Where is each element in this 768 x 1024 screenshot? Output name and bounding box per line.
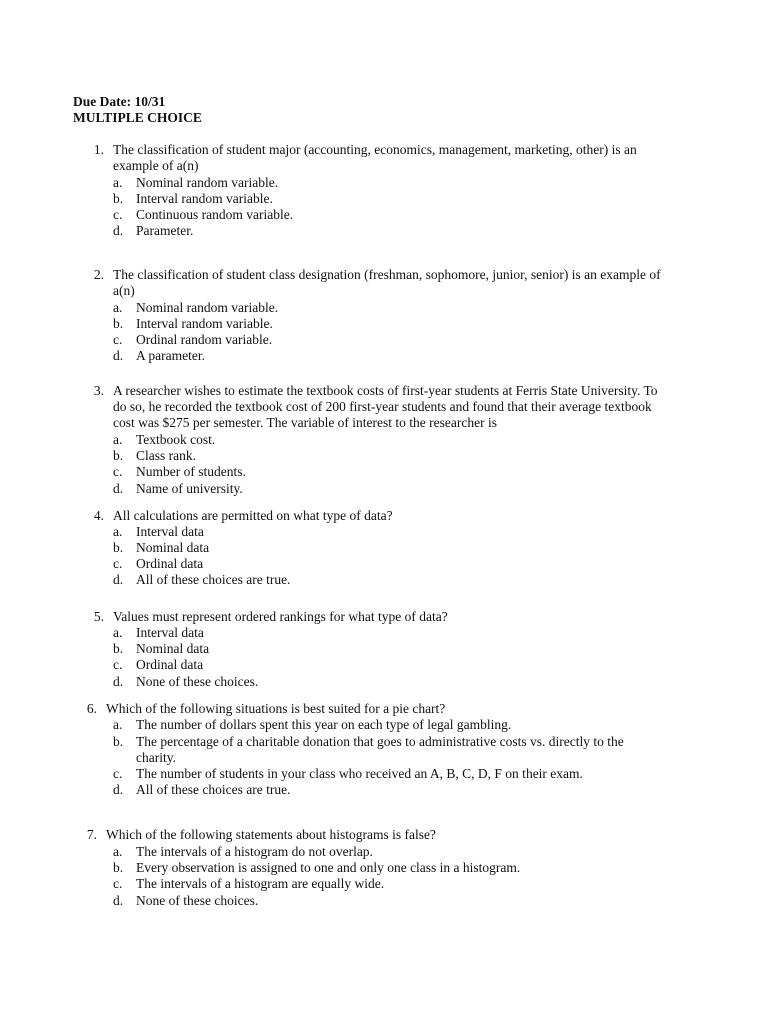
option-letter: b. bbox=[113, 540, 124, 555]
option-text: All of these choices are true. bbox=[136, 782, 291, 797]
option-text: None of these choices. bbox=[136, 893, 259, 908]
option-letter: b. bbox=[113, 860, 124, 875]
option-letter: c. bbox=[113, 657, 123, 672]
question-stem: Which of the following statements about histograms is false? bbox=[106, 827, 436, 842]
question-stem: All calculations are permitted on what type of data? bbox=[113, 508, 393, 523]
option-text: Class rank. bbox=[136, 448, 196, 463]
option-letter: d. bbox=[113, 223, 124, 238]
option-text: Number of students. bbox=[136, 464, 246, 479]
question-number: 6. bbox=[86, 701, 97, 716]
question-number: 2. bbox=[93, 267, 104, 282]
option-text: None of these choices. bbox=[136, 674, 259, 689]
option-text: The intervals of a histogram do not overlap. bbox=[136, 844, 373, 859]
question-number: 1. bbox=[93, 142, 104, 157]
option-letter: a. bbox=[113, 717, 123, 732]
option-text: Name of university. bbox=[136, 481, 243, 496]
option-text: All of these choices are true. bbox=[136, 572, 291, 587]
option-letter: d. bbox=[113, 893, 124, 908]
question-stem: The classification of student class designation (freshman, sophomore, junior, senior) is an example of a(n) bbox=[113, 267, 661, 299]
option-text: Nominal random variable. bbox=[136, 175, 279, 190]
option-text: Interval random variable. bbox=[136, 191, 273, 206]
option-letter: a. bbox=[113, 625, 123, 640]
option-text: A parameter. bbox=[136, 348, 205, 363]
option-text: Nominal data bbox=[136, 540, 210, 555]
option-text: The number of dollars spent this year on each type of legal gambling. bbox=[136, 717, 512, 732]
option-letter: d. bbox=[113, 348, 124, 363]
option-letter: c. bbox=[113, 766, 123, 781]
question-number: 5. bbox=[93, 609, 104, 624]
option-text: The intervals of a histogram are equally wide. bbox=[136, 876, 385, 891]
option-text: Ordinal data bbox=[136, 556, 204, 571]
option-text: Ordinal random variable. bbox=[136, 332, 273, 347]
option-letter: d. bbox=[113, 782, 124, 797]
option-text: Continuous random variable. bbox=[136, 207, 294, 222]
question-stem: A researcher wishes to estimate the textbook costs of first-year students at Ferris State University. To do so, he recorded the textbook cost of 200 first-year students and found that their average textbook cost was $275 per semester. The variable of interest to the researcher is bbox=[113, 383, 658, 431]
question-stem: The classification of student major (accounting, economics, management, marketing, other) is an example of a(n) bbox=[113, 142, 637, 174]
question-stem: Which of the following situations is best suited for a pie chart? bbox=[106, 701, 446, 716]
option-text: Ordinal data bbox=[136, 657, 204, 672]
option-letter: c. bbox=[113, 207, 123, 222]
option-letter: b. bbox=[113, 191, 124, 206]
option-text: Nominal data bbox=[136, 641, 210, 656]
option-text: Textbook cost. bbox=[136, 432, 216, 447]
option-letter: d. bbox=[113, 572, 124, 587]
option-letter: c. bbox=[113, 556, 123, 571]
question-number: 3. bbox=[93, 383, 104, 398]
option-text: Nominal random variable. bbox=[136, 300, 279, 315]
option-letter: a. bbox=[113, 524, 123, 539]
option-letter: c. bbox=[113, 876, 123, 891]
option-text: Every observation is assigned to one and only one class in a histogram. bbox=[136, 860, 521, 875]
option-text: The number of students in your class who received an A, B, C, D, F on their exam. bbox=[136, 766, 583, 781]
option-letter: b. bbox=[113, 316, 124, 331]
option-text: Interval data bbox=[136, 524, 204, 539]
option-letter: b. bbox=[113, 448, 124, 463]
option-letter: b. bbox=[113, 734, 124, 749]
option-letter: a. bbox=[113, 175, 123, 190]
option-letter: b. bbox=[113, 641, 124, 656]
option-letter: d. bbox=[113, 481, 124, 496]
option-letter: a. bbox=[113, 844, 123, 859]
option-letter: d. bbox=[113, 674, 124, 689]
option-letter: c. bbox=[113, 332, 123, 347]
option-letter: a. bbox=[113, 300, 123, 315]
option-letter: a. bbox=[113, 432, 123, 447]
option-text: Interval random variable. bbox=[136, 316, 273, 331]
due-date: Due Date: 10/31 bbox=[73, 94, 166, 109]
section-title: MULTIPLE CHOICE bbox=[73, 110, 202, 125]
option-letter: c. bbox=[113, 464, 123, 479]
question-number: 4. bbox=[93, 508, 104, 523]
question-stem: Values must represent ordered rankings for what type of data? bbox=[113, 609, 448, 624]
question-number: 7. bbox=[86, 827, 97, 842]
option-text: Interval data bbox=[136, 625, 204, 640]
option-text: The percentage of a charitable donation that goes to administrative costs vs. directly to the charity. bbox=[136, 734, 624, 766]
option-text: Parameter. bbox=[136, 223, 194, 238]
